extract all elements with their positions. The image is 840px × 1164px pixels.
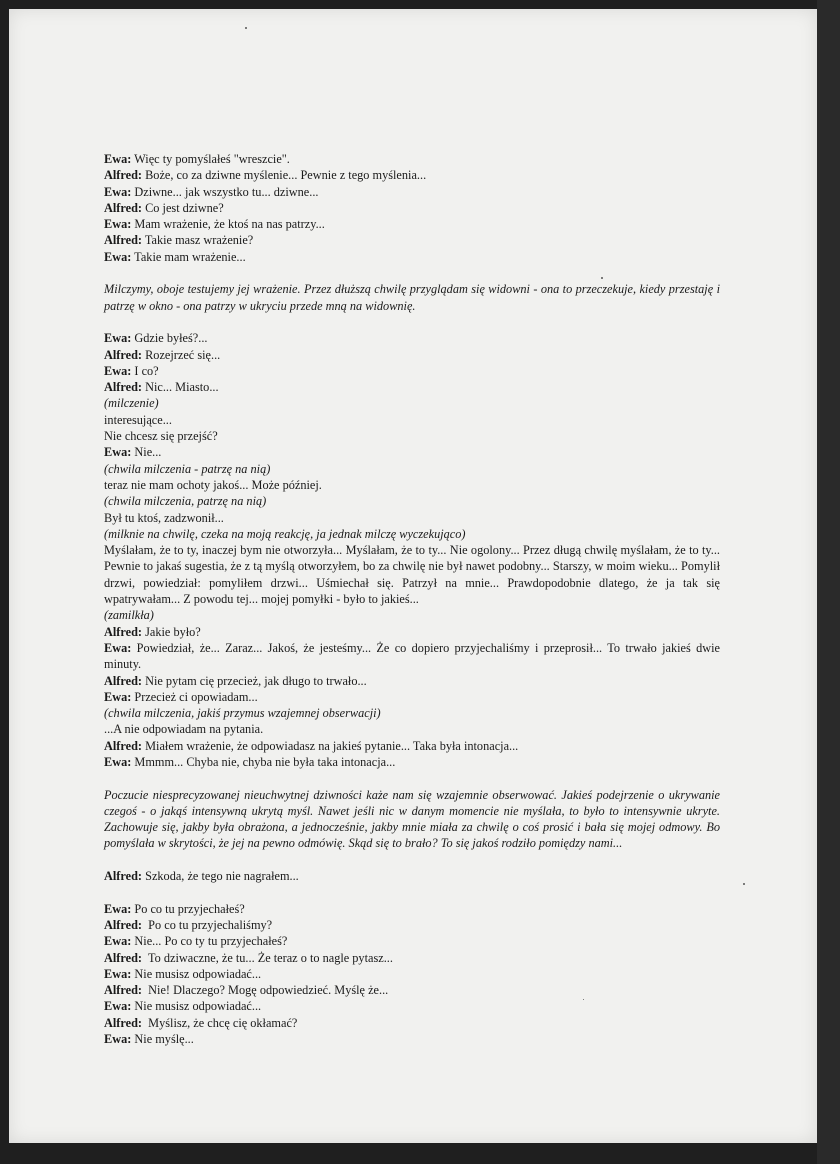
speaker-name: Alfred: bbox=[104, 917, 143, 932]
dialogue-line bbox=[104, 347, 720, 363]
dialogue-line bbox=[104, 982, 720, 998]
dialogue-line bbox=[104, 363, 720, 379]
speaker-name: Alfred: bbox=[104, 1015, 143, 1030]
spoken-text: Nie chcesz się przejść? bbox=[104, 429, 218, 444]
spoken-text: Nie myślę... bbox=[131, 1032, 194, 1047]
speaker-name: Alfred: bbox=[104, 233, 143, 248]
spoken-text: Miałem wrażenie, że odpowiadasz na jakieś pytanie... Taka była intonacja... bbox=[142, 738, 519, 753]
blank-line bbox=[104, 852, 720, 868]
speaker-name: Ewa: bbox=[104, 1032, 132, 1047]
stage-direction-text: (chwila milczenia, patrzę na nią) bbox=[104, 494, 267, 509]
spoken-text: Takie mam wrażenie... bbox=[131, 249, 246, 264]
spoken-text: Szkoda, że tego nie nagrałem... bbox=[142, 869, 299, 884]
dialogue-line bbox=[104, 738, 720, 754]
dialogue-line bbox=[104, 754, 720, 770]
scanner-edge bbox=[817, 0, 840, 1164]
speaker-name: Alfred: bbox=[104, 869, 143, 884]
blank-line bbox=[104, 314, 720, 330]
stage-direction bbox=[104, 607, 720, 623]
spoken-text: Przecież ci opowiadam... bbox=[131, 689, 258, 704]
spoken-text: Po co tu przyjechaliśmy? bbox=[142, 917, 273, 932]
spoken-text: teraz nie mam ochoty jakoś... Może później. bbox=[104, 477, 322, 492]
dialogue-line bbox=[104, 167, 720, 183]
dialogue-line bbox=[104, 379, 720, 395]
spoken-text: Nie! Dlaczego? Mogę odpowiedzieć. Myślę że... bbox=[142, 983, 389, 998]
dialogue-paragraph: Myślałam, że to ty, inaczej bym nie otworzyła... Myślałam, że to ty... Nie ogolony... Przez długą chwilę myślałam, że to ty... Pewnie to jakaś sugestia, że z tą myślą otworzyłem, bo za chwilę nie był nawet podobny... Starszy, w moim wieku... Pomylił drzwi, powiedział: pomyliłem drzwi... Uśmiechał się. Patrzył na mnie... Prawdopodobnie dlatego, że ja tak się wpatrywałam... Z powodu tej... mojej pomyłki - było to jakieś... bbox=[104, 543, 720, 607]
speaker-name: Ewa: bbox=[104, 184, 132, 199]
stage-direction bbox=[104, 705, 720, 721]
dialogue-line bbox=[104, 232, 720, 248]
dialogue-line bbox=[104, 330, 720, 346]
dialogue-line bbox=[104, 901, 720, 917]
text-line bbox=[104, 428, 720, 444]
spoken-text: Nie musisz odpowiadać... bbox=[131, 966, 262, 981]
text-line bbox=[104, 477, 720, 493]
dialogue-line bbox=[104, 216, 720, 232]
stage-direction-text: (zamilkła) bbox=[104, 608, 154, 623]
speaker-name: Alfred: bbox=[104, 200, 143, 215]
speaker-name: Alfred: bbox=[104, 950, 143, 965]
spoken-text: Więc ty pomyślałeś "wreszcie". bbox=[131, 152, 290, 166]
dialogue-line bbox=[104, 1031, 720, 1047]
speaker-name: Ewa: bbox=[104, 640, 132, 655]
stage-direction-paragraph: Milczymy, oboje testujemy jej wrażenie. Przez dłuższą chwilę przyglądam się widowni - ona to przeczekuje, kiedy przestaję i patrzę w okno - ona patrzy w ukryciu przede mną na widownię. bbox=[104, 282, 720, 313]
blank-line bbox=[104, 265, 720, 281]
speaker-name: Ewa: bbox=[104, 217, 132, 232]
spoken-text: Był tu ktoś, zadzwonił... bbox=[104, 510, 224, 525]
speaker-name: Ewa: bbox=[104, 152, 132, 166]
spoken-text: Dziwne... jak wszystko tu... dziwne... bbox=[131, 184, 319, 199]
spoken-text: Mam wrażenie, że ktoś na nas patrzy... bbox=[131, 217, 325, 232]
dialogue-line bbox=[104, 184, 720, 200]
spoken-text: Co jest dziwne? bbox=[142, 200, 224, 215]
speaker-name: Ewa: bbox=[104, 331, 132, 346]
speaker-name: Alfred: bbox=[104, 673, 143, 688]
dialogue-line bbox=[104, 624, 720, 640]
stage-direction bbox=[104, 493, 720, 509]
spoken-text: ...A nie odpowiadam na pytania. bbox=[104, 722, 264, 737]
dialogue-line bbox=[104, 151, 720, 167]
spoken-text: Po co tu przyjechałeś? bbox=[131, 901, 245, 916]
speaker-name: Ewa: bbox=[104, 901, 132, 916]
blank-line bbox=[104, 884, 720, 900]
spoken-text: interesujące... bbox=[104, 412, 172, 427]
spoken-text: Nie pytam cię przecież, jak długo to trwało... bbox=[142, 673, 367, 688]
stage-direction-text: (chwila milczenia, jakiś przymus wzajemnej obserwacji) bbox=[104, 706, 381, 721]
spoken-text: Jakie było? bbox=[142, 624, 201, 639]
dialogue-line bbox=[104, 868, 720, 884]
spoken-text: Boże, co za dziwne myślenie... Pewnie z tego myślenia... bbox=[142, 168, 427, 183]
text-line bbox=[104, 721, 720, 737]
dialogue-line bbox=[104, 640, 724, 673]
dialogue-line bbox=[104, 966, 720, 982]
speaker-name: Ewa: bbox=[104, 754, 132, 769]
spoken-text: Gdzie byłeś?... bbox=[131, 331, 208, 346]
stage-direction bbox=[104, 461, 720, 477]
dialogue-line bbox=[104, 673, 720, 689]
spoken-text: I co? bbox=[131, 363, 159, 378]
speaker-name: Ewa: bbox=[104, 999, 132, 1014]
dialogue-line bbox=[104, 998, 720, 1014]
dialogue-line bbox=[104, 200, 720, 216]
stage-direction-paragraph: Poczucie niesprecyzowanej nieuchwytnej dziwności każe nam się wzajemnie obserwować. Jakieś podejrzenie o ukrywanie czegoś - o jakąś intensywną ukrytą myśl. Nawet jeśli nic w danym momencie nie myślała, to było to intensywnie ukryte. Zachowuje się, jakby była obrażona, a jednocześnie, jakby mnie miała za chwilę o coś prosić i bała się mojej odmowy. Bo pomyślała w skrytości, że jej na pewno odmówię. Skąd się to brało? To się jakoś rodziło pomiędzy nami... bbox=[104, 787, 720, 851]
stage-direction-text: (milknie na chwilę, czeka na moją reakcję, ja jednak milczę wyczekująco) bbox=[104, 526, 466, 541]
dialogue-line bbox=[104, 689, 720, 705]
speaker-name: Ewa: bbox=[104, 966, 132, 981]
spoken-text: Nic... Miasto... bbox=[142, 380, 219, 395]
speaker-name: Ewa: bbox=[104, 934, 132, 949]
dialogue-line bbox=[104, 1015, 720, 1031]
scan-speck bbox=[743, 883, 745, 885]
dialogue-line bbox=[104, 933, 720, 949]
dialogue-line bbox=[104, 917, 720, 933]
dialogue-line bbox=[104, 444, 720, 460]
dialogue-line bbox=[104, 950, 720, 966]
stage-direction bbox=[104, 526, 720, 542]
spoken-text: To dziwaczne, że tu... Że teraz o to nagle pytasz... bbox=[142, 950, 393, 965]
dialogue-text bbox=[104, 151, 724, 1047]
speaker-name: Ewa: bbox=[104, 363, 132, 378]
speaker-name: Ewa: bbox=[104, 249, 132, 264]
dialogue-line bbox=[104, 249, 720, 265]
spoken-text: Nie... Po co ty tu przyjechałeś? bbox=[131, 934, 288, 949]
spoken-text: Powiedział, że... Zaraz... Jakoś, że jesteśmy... Że co dopiero przyjechaliśmy i przeprosił... To trwało jakieś dwie minuty. bbox=[104, 640, 724, 672]
speaker-name: Alfred: bbox=[104, 168, 143, 183]
spoken-text: Takie masz wrażenie? bbox=[142, 233, 254, 248]
speaker-name: Ewa: bbox=[104, 445, 132, 460]
speaker-name: Alfred: bbox=[104, 738, 143, 753]
stage-direction-text: (milczenie) bbox=[104, 396, 159, 411]
speaker-name: Alfred: bbox=[104, 347, 143, 362]
blank-line bbox=[104, 770, 720, 786]
speaker-name: Alfred: bbox=[104, 624, 143, 639]
spoken-text: Mmmm... Chyba nie, chyba nie była taka intonacja... bbox=[131, 754, 396, 769]
text-line bbox=[104, 510, 720, 526]
spoken-text: Myślisz, że chcę cię okłamać? bbox=[142, 1015, 298, 1030]
text-line bbox=[104, 412, 720, 428]
spoken-text: Rozejrzeć się... bbox=[142, 347, 221, 362]
stage-direction-text: (chwila milczenia - patrzę na nią) bbox=[104, 461, 271, 476]
stage-direction bbox=[104, 395, 720, 411]
spoken-text: Nie... bbox=[131, 445, 162, 460]
scan-speck bbox=[245, 27, 247, 29]
speaker-name: Alfred: bbox=[104, 983, 143, 998]
speaker-name: Alfred: bbox=[104, 380, 143, 395]
speaker-name: Ewa: bbox=[104, 689, 132, 704]
spoken-text: Nie musisz odpowiadać... bbox=[131, 999, 262, 1014]
